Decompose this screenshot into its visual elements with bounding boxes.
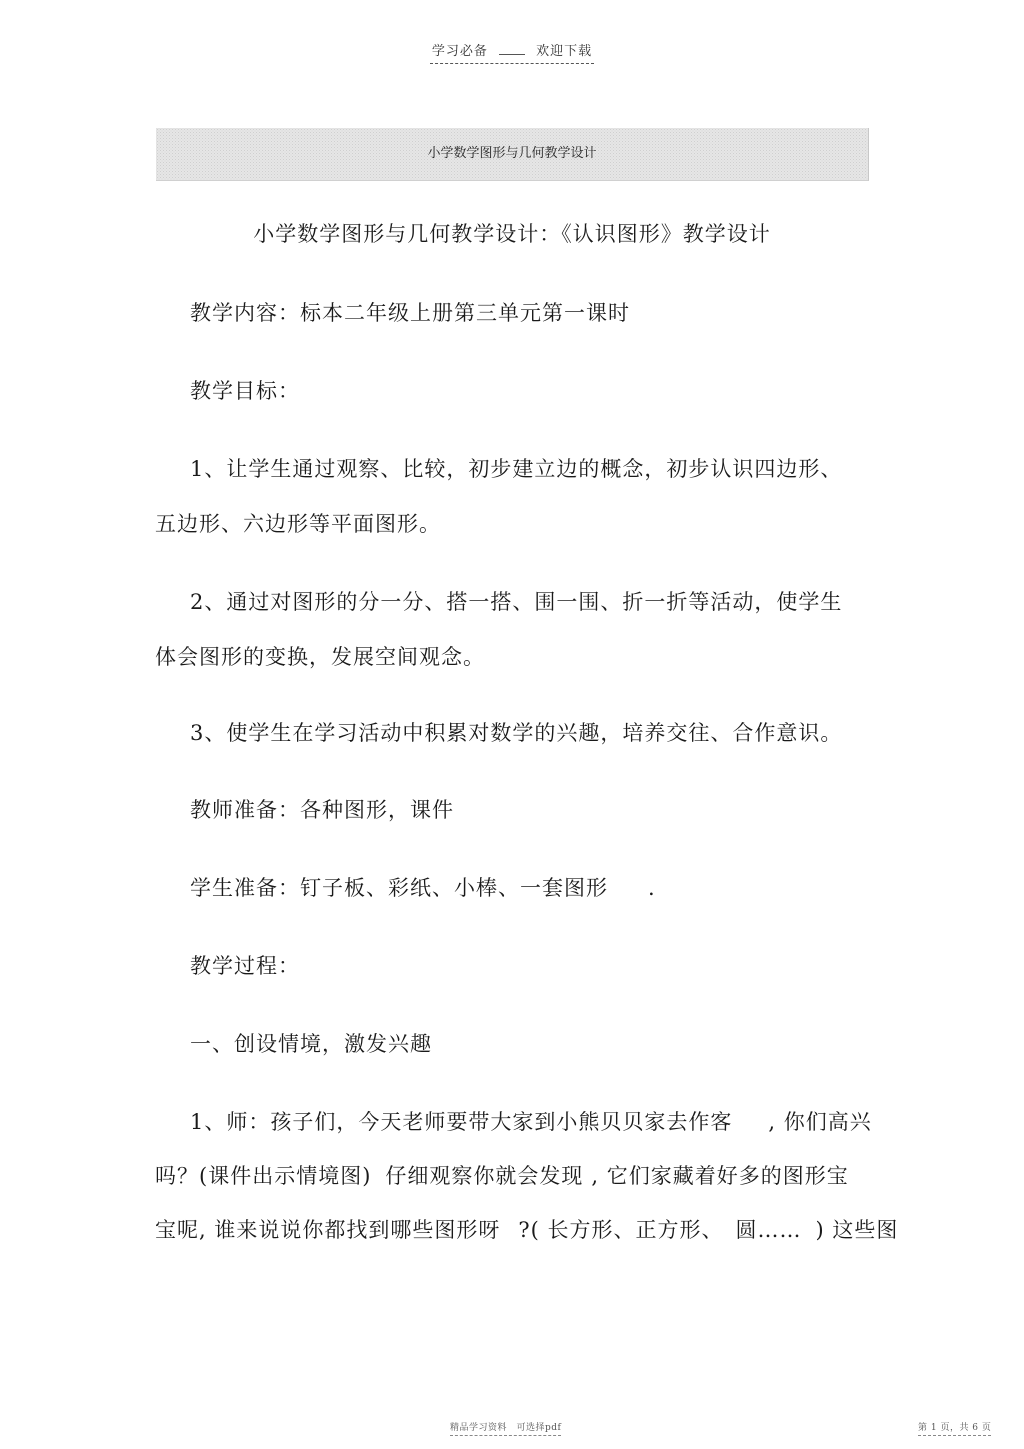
step-1-line-3-a: 宝呢, 谁来说说你都找到哪些图形呀 [155,1218,501,1242]
step-1-line-3-d: ) 这些图 [815,1218,899,1242]
objective-1-line-2: 五边形、六边形等平面图形。 [155,512,441,536]
step-1-line-3-c: 圆…… [735,1218,802,1242]
banner-title: 小学数学图形与几何教学设计 [427,146,597,161]
step-1-line-3-b: ?( 长方形、正方形、 [518,1218,724,1242]
step-1-line-1 [190,1109,872,1135]
step-1-line-2 [155,1163,849,1189]
process-heading: 教学过程： [190,954,300,978]
page-number: 第 1 页，共 6 页 [918,1420,991,1436]
objective-1-line-1: 1、让学生通过观察、比较，初步建立边的概念，初步认识四边形、 [190,457,843,481]
objective-2-line-2: 体会图形的变换，发展空间观念。 [155,645,485,669]
title-banner [156,128,869,181]
objectives-heading: 教学目标： [190,379,300,403]
section-1-heading: 一、创设情境，激发兴趣 [190,1032,432,1056]
objective-3: 3、使学生在学习活动中积累对数学的兴趣，培养交往、合作意识。 [190,721,843,745]
step-1-line-3 [155,1217,898,1243]
header-text [430,40,594,64]
step-1-line-2-c: , 它们家藏着好多的图形宝 [591,1164,849,1188]
header-left: 学习必备 [431,44,488,59]
teaching-content: 教学内容：标本二年级上册第三单元第一课时 [190,301,630,325]
header-right: 欢迎下载 [536,44,593,59]
step-1-line-2-b: 仔细观察你就会发现 [385,1164,584,1188]
step-1-line-1-a: 1、师：孩子们，今天老师要带大家到小熊贝贝家去作客 [190,1110,733,1134]
objective-2-line-1: 2、通过对图形的分一分、搭一搭、围一围、折一折等活动，使学生 [190,590,843,614]
student-preparation-period: . [648,876,656,900]
teacher-preparation: 教师准备：各种图形，课件 [190,798,454,822]
student-preparation-text: 学生准备：钉子板、彩纸、小棒、一套图形 [190,876,608,900]
student-preparation [190,875,656,901]
step-1-line-1-b: , 你们高兴 [768,1110,872,1134]
header-separator [499,44,525,55]
footer-left: 精品学习资料 可选择pdf [450,1420,561,1436]
page-header [0,40,1024,64]
step-1-line-2-a: 吗？(课件出示情境图) [155,1164,372,1188]
document-title: 小学数学图形与几何教学设计：《认识图形》教学设计 [253,222,771,246]
